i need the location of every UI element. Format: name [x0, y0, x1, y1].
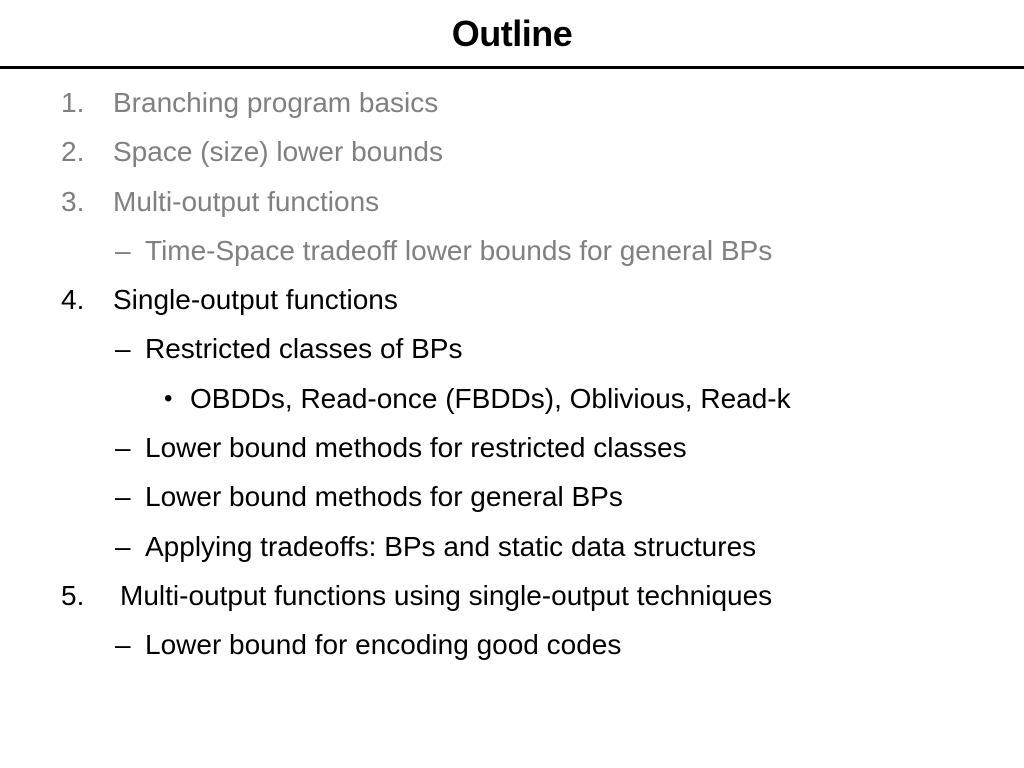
outline-subitem-text: Lower bound methods for restricted classes: [145, 432, 687, 464]
dash-bullet: –: [115, 432, 131, 464]
outline-subitem-text: Lower bound for encoding good codes: [145, 629, 622, 661]
outline-subitem: [0, 423, 1024, 472]
list-number: 1.: [61, 87, 85, 118]
outline-subitem: [0, 472, 1024, 521]
slide-title: Outline: [451, 13, 573, 54]
list-number: 5.: [61, 579, 85, 611]
outline-item: [0, 275, 1024, 324]
outline-subitem-text: Time-Space tradeoff lower bounds for general BPs: [145, 234, 773, 266]
outline-subitem: [0, 620, 1024, 669]
outline-item: [0, 177, 1024, 226]
list-number: 4.: [61, 284, 85, 316]
dash-bullet: –: [115, 333, 131, 365]
outline-item: [0, 78, 1024, 127]
dot-bullet: •: [164, 384, 173, 412]
outline-subitem: [0, 522, 1024, 571]
title-divider: [0, 66, 1024, 69]
outline-subitem-text: Lower bound methods for general BPs: [145, 481, 623, 513]
outline-item-text: Single-output functions: [113, 284, 398, 316]
dash-bullet: –: [115, 481, 131, 513]
outline-list: [0, 78, 1024, 670]
outline-subitem: [0, 324, 1024, 373]
outline-item-text: Multi-output functions: [113, 185, 380, 217]
outline-subsubitem: [0, 374, 1024, 423]
outline-item: [0, 571, 1024, 620]
outline-subsubitem-text: OBDDs, Read-once (FBDDs), Oblivious, Read-k: [190, 382, 791, 414]
outline-subitem-text: Restricted classes of BPs: [145, 333, 463, 365]
outline-item-text: Branching program basics: [113, 87, 439, 118]
dash-bullet: –: [115, 530, 131, 562]
outline-subitem: [0, 226, 1024, 275]
outline-subitem-text: Applying tradeoffs: BPs and static data structures: [145, 530, 757, 562]
dash-bullet: –: [115, 234, 131, 266]
dash-bullet: –: [115, 629, 131, 661]
outline-item-text: Multi-output functions using single-output techniques: [120, 579, 773, 611]
list-number: 3.: [61, 185, 85, 217]
outline-item-text: Space (size) lower bounds: [113, 136, 443, 168]
outline-item: [0, 127, 1024, 176]
list-number: 2.: [61, 136, 85, 168]
